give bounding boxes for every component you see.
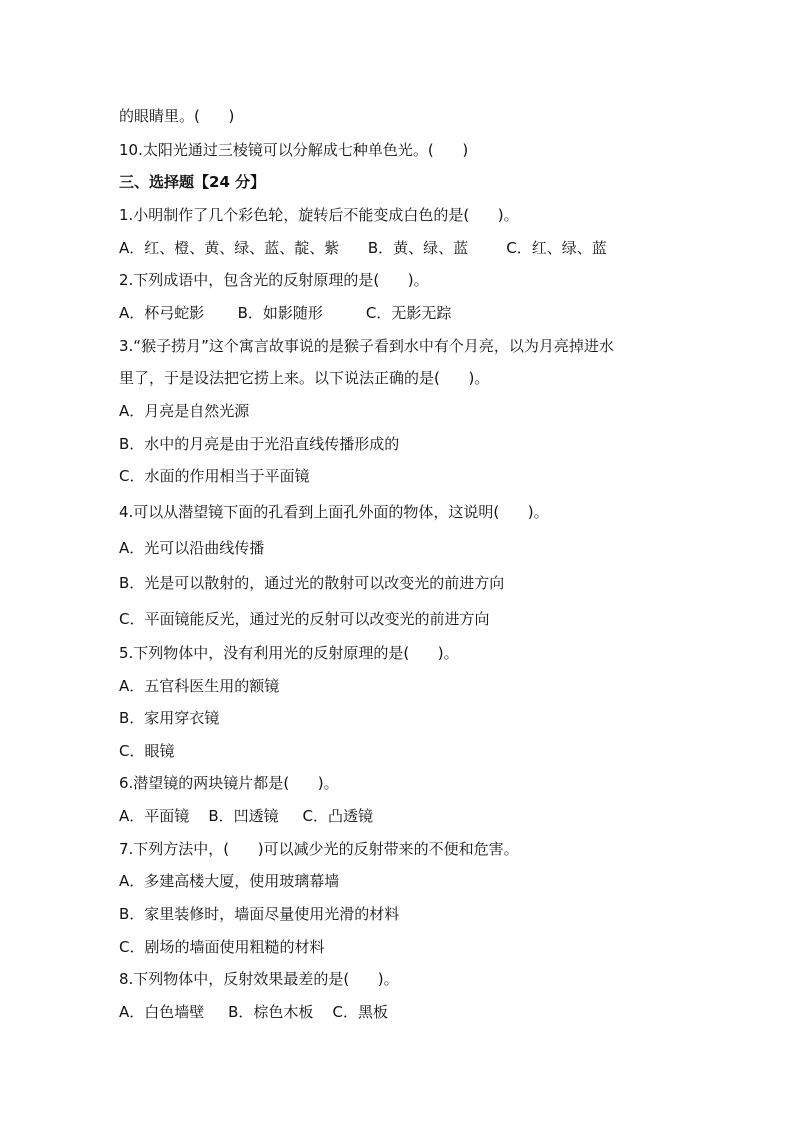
mc-q7-option-c: C．剧场的墙面使用粗糙的材料 (119, 938, 325, 956)
q9-continuation: 的眼睛里。( ) (119, 107, 235, 125)
mc-q6-text: 6.潜望镜的两块镜片都是( )。 (119, 774, 339, 792)
mc-q1-text: 1.小明制作了几个彩色轮，旋转后不能变成白色的是( )。 (119, 206, 519, 224)
mc-q8-text: 8.下列物体中，反射效果最差的是( )。 (119, 970, 399, 988)
mc-q2-options: A．杯弓蛇影 B．如影随形 C．无影无踪 (119, 304, 452, 322)
mc-q7-option-b: B．家里装修时，墙面尽量使用光滑的材料 (119, 905, 400, 923)
mc-q5-text: 5.下列物体中，没有利用光的反射原理的是( )。 (119, 644, 459, 662)
mc-q3-option-c: C．水面的作用相当于平面镜 (119, 467, 310, 485)
mc-q3-text-line1: 3.“猴子捞月”这个寓言故事说的是猴子看到水中有个月亮，以为月亮掉进水 (119, 337, 614, 355)
mc-q4-option-a: A．光可以沿曲线传播 (119, 539, 265, 557)
mc-q7-option-a: A．多建高楼大厦，使用玻璃幕墙 (119, 872, 340, 890)
section-heading-multiple-choice: 三、选择题【24 分】 (119, 173, 266, 191)
mc-q3-text-line2: 里了，于是设法把它捞上来。以下说法正确的是( )。 (119, 369, 490, 387)
mc-q5-option-c: C．眼镜 (119, 742, 175, 760)
mc-q3-option-b: B．水中的月亮是由于光沿直线传播形成的 (119, 435, 400, 453)
mc-q7-text: 7.下列方法中，( )可以减少光的反射带来的不便和危害。 (119, 840, 519, 858)
mc-q4-option-c: C．平面镜能反光，通过光的反射可以改变光的前进方向 (119, 610, 490, 628)
mc-q5-option-a: A．五官科医生用的额镜 (119, 677, 280, 695)
mc-q8-options: A．白色墙壁 B．棕色木板 C．黑板 (119, 1003, 388, 1021)
mc-q4-option-b: B．光是可以散射的，通过光的散射可以改变光的前进方向 (119, 574, 505, 592)
mc-q5-option-b: B．家用穿衣镜 (119, 709, 220, 727)
mc-q6-options: A．平面镜 B．凹透镜 C．凸透镜 (119, 807, 373, 825)
mc-q2-text: 2.下列成语中，包含光的反射原理的是( )。 (119, 271, 429, 289)
q10-text: 10.太阳光通过三棱镜可以分解成七种单色光。( ) (119, 141, 469, 159)
mc-q1-options: A．红、橙、黄、绿、蓝、靛、紫 B．黄、绿、蓝 C．红、绿、蓝 (119, 239, 607, 257)
mc-q4-text: 4.可以从潜望镜下面的孔看到上面孔外面的物体，这说明( )。 (119, 503, 549, 521)
mc-q3-option-a: A．月亮是自然光源 (119, 402, 250, 420)
